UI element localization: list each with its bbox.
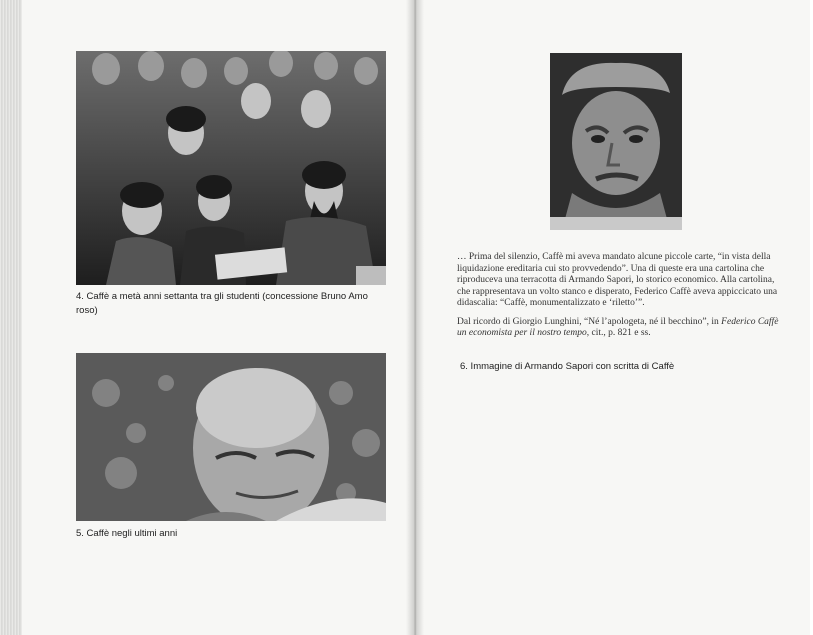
figure4-caption: 4. Caffè a metà anni settanta tra gli studenti (concessione Bruno Amo roso) — [76, 291, 368, 316]
terracotta-bust-drawing — [550, 53, 682, 230]
quote-source — [457, 317, 787, 340]
right-page — [424, 0, 813, 635]
students-photo-drawing — [76, 51, 386, 285]
left-page — [0, 0, 406, 635]
quote-paragraph: … Prima del silenzio, Caffè mi aveva mandato alcune piccole carte, “in vista della liquidazione ereditaria cui sto provvedendo”. Una di queste era una cartolina che riproduceva una terracotta di Armando Sapori, lo storico economico. Alla cartolina, che rappresentava un volto stanco e disperato, Federico Caffè aveva appiccicato una didascalia: “Caffè, monumentalizzato e ‘riletto’”. — [457, 252, 778, 308]
quote-source-book-title: Federico Caffè un economista per il nostro tempo — [457, 316, 779, 338]
photo-terracotta-bust — [550, 53, 682, 230]
figure5-caption: 5. Caffè negli ultimi anni — [76, 528, 178, 539]
caffe-portrait-drawing — [76, 353, 386, 521]
photo-caffe-later-years — [76, 353, 386, 521]
photo-students-lecture — [76, 51, 386, 285]
caffe-quote-text — [457, 252, 787, 347]
quote-source-prefix: Dal ricordo di Giorgio Lunghini, “Né l’apologeta, né il becchino”, in — [457, 316, 722, 327]
book-spine — [406, 0, 424, 635]
page-stack-edge — [0, 0, 22, 635]
figure6-caption: 6. Immagine di Armando Sapori con scritta di Caffè — [460, 361, 675, 372]
quote-source-suffix: , cit., p. 821 e ss. — [586, 328, 651, 338]
